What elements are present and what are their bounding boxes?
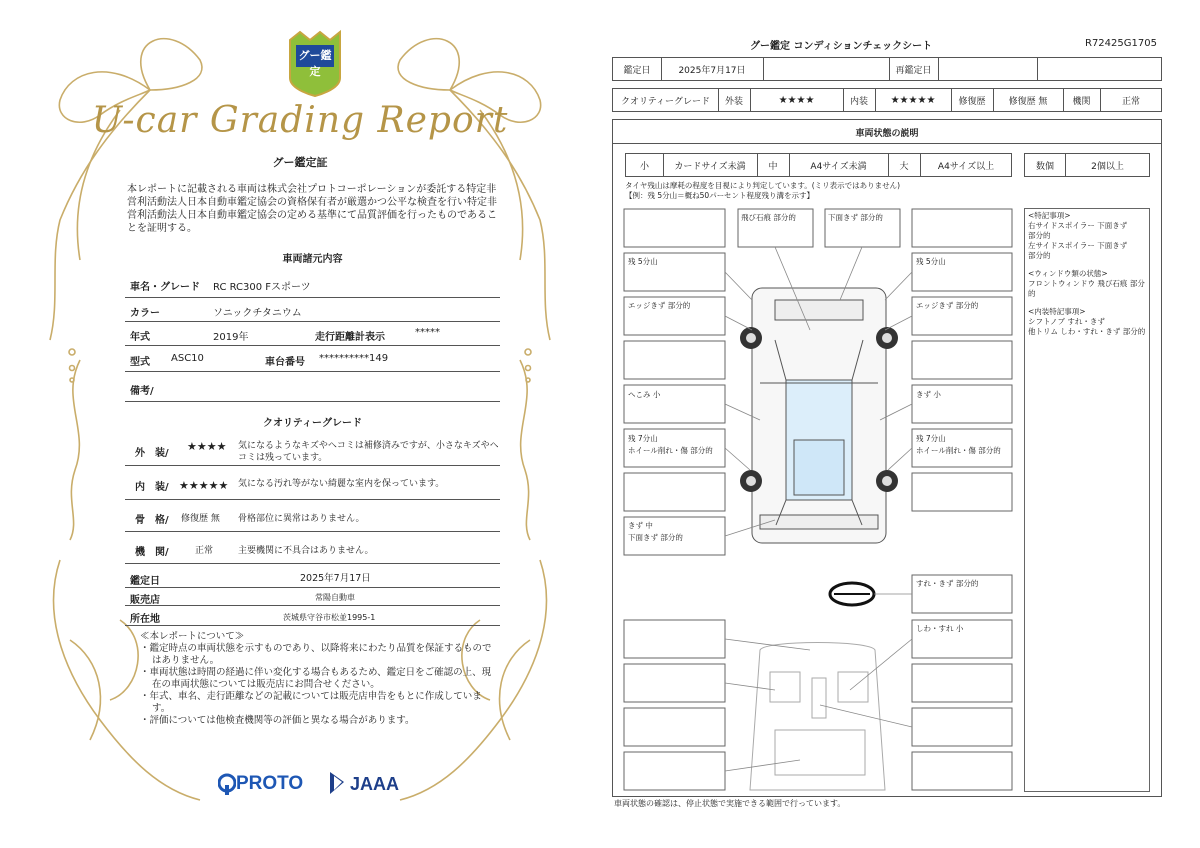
interior-label: 内 装/ [135, 482, 169, 493]
address-value: 茨城県守谷市松並1995-1 [283, 613, 376, 622]
special-note-line: 部分的 [1028, 251, 1051, 260]
date-value: 2025年7月17日 [678, 65, 746, 76]
ext-stars: ★★★★ [778, 94, 815, 106]
year-label: 年式 [130, 332, 150, 343]
note-scratch-small: きず 小 [916, 390, 941, 399]
special-note-line: シフトノブ すれ・きず [1028, 317, 1105, 326]
engine-label: 機関 [1072, 96, 1091, 107]
repair-value: 修復歴 無 [1008, 96, 1048, 107]
quality-row-engine [125, 532, 500, 564]
special-note-line: 右サイドスポイラー 下面きず [1028, 221, 1128, 230]
engine-value: 正常 [195, 546, 214, 556]
proto-mark-icon [218, 773, 236, 795]
model-value: ASC10 [171, 353, 204, 364]
spec-row-model [125, 346, 500, 372]
about-item: ・車両状態は時間の経過に伴い変化する場合もあるため、鑑定日をご確認の上、現在の車両状態については販売店にお問合せください。 [140, 667, 492, 690]
size-small: 小 [639, 161, 649, 172]
exterior-desc: 気になるようなキズやヘコミは補修済みですが、小さなキズやヘコミは残っています。 [238, 441, 499, 463]
remarks-label: 備考/ [130, 386, 154, 397]
car-diagram [600, 0, 1200, 848]
condition-check-sheet [600, 0, 1200, 848]
proto-logo-text: PROTO [236, 773, 304, 794]
jaaa-mark-icon [328, 770, 346, 796]
int-label: 内装 [849, 96, 868, 107]
name-value: RC RC300 Fスポーツ [213, 282, 311, 293]
about-item: ・評価については他検査機関等の評価と異なる場合があります。 [140, 715, 415, 726]
count-label: 数個 [1035, 161, 1054, 172]
note-edge-l: エッジきず 部分的 [628, 301, 691, 310]
frame-value: 修復歴 無 [181, 514, 220, 524]
spec-row-color [125, 298, 500, 322]
color-value: ソニックチタニウム [213, 308, 302, 319]
about-item: ・鑑定時点の車両状態を示すものであり、以降将来にわたり品質を保証するものではありません。 [140, 643, 492, 666]
note-edge-r: エッジきず 部分的 [916, 301, 979, 310]
size-small-desc: カードサイズ未満 [674, 161, 746, 172]
special-note-line: <内装特記事項> [1028, 307, 1086, 316]
report-script-title: U-car Grading Report [91, 100, 509, 141]
note-dent: へこみ 小 [628, 390, 661, 399]
engine-desc: 主要機関に不具合はありません。 [238, 546, 374, 556]
note-rear-b: 下面きず 部分的 [628, 533, 683, 542]
jaaa-logo [328, 770, 400, 800]
date-value: 2025年7月17日 [300, 573, 371, 584]
size-large: 大 [899, 161, 909, 172]
size-large-desc: A4サイズ以上 [937, 161, 995, 172]
about-title: ≪本レポートについて≫ [140, 631, 245, 642]
chassis-label: 車台番号 [265, 357, 305, 368]
year-value: 2019年 [213, 332, 249, 343]
note-wheel-rr: ホイール削れ・傷 部分的 [916, 446, 1001, 455]
chassis-value: **********149 [319, 353, 389, 364]
note-tire-fl: 残 5分山 [628, 257, 658, 266]
exterior-stars: ★★★★ [187, 440, 227, 453]
spec-row-name [125, 270, 500, 298]
note-tire-rr: 残 7分山 [916, 434, 946, 443]
specs-title: 車両諸元内容 [282, 254, 343, 265]
about-item: ・年式、車名、走行距離などの記載については販売店申告をもとに作成しています。 [140, 691, 482, 714]
about-section [140, 631, 500, 727]
engine-label: 機 関/ [135, 547, 169, 558]
sheet-title: グー鑑定 コンディションチェックシート [750, 41, 933, 52]
shop-value: 常陽自動車 [315, 593, 355, 602]
frame-desc: 骨格部位に異常はありません。 [238, 514, 365, 524]
special-note-line: 左サイドスポイラー 下面きず [1028, 241, 1128, 250]
interior-desc: 気になる汚れ等がない綺麗な室内を保っています。 [238, 479, 445, 489]
special-note-line: <特記事項> [1028, 211, 1071, 220]
tire-note-1: タイヤ残山は摩耗の程度を目視により判定しています。(ミリ表示ではありません) [625, 181, 901, 190]
note-under-top: 下面きず 部分的 [828, 213, 883, 222]
count-value: 2個以上 [1091, 161, 1124, 172]
exterior-label: 外 装/ [135, 448, 169, 459]
note-chip: 飛び石痕 部分的 [741, 213, 796, 222]
note-steering: すれ・きず 部分的 [916, 579, 979, 588]
quality-label: クオリティーグレード [620, 96, 711, 107]
note-tire-fr: 残 5分山 [916, 257, 946, 266]
spec-row-year [125, 322, 500, 346]
proto-logo [218, 773, 304, 799]
size-mid: 中 [768, 161, 778, 172]
model-label: 型式 [130, 357, 150, 368]
address-label: 所在地 [130, 614, 160, 625]
certificate-body: 本レポートに記載される車両は株式会社プロトコーポレーションが委託する特定非営利活動法人日本自動車鑑定協会の資格保有者が厳選かつ公平な検査を行い特定非営利活動法人日本自動車鑑定協会の定める基準にて品質評価を行ったものであることを証明する。 [127, 184, 497, 234]
interior-sketch [750, 643, 885, 791]
shop-label: 販売店 [130, 595, 160, 606]
note-seat: しわ・すれ 小 [916, 624, 964, 633]
note-tire-rl: 残 7分山 [628, 434, 658, 443]
info-row-date [125, 566, 500, 588]
steering-wheel-icon [830, 583, 874, 605]
note-wheel-rl: ホイール削れ・傷 部分的 [628, 446, 713, 455]
condition-title: 車両状態の説明 [855, 128, 919, 139]
size-mid-desc: A4サイズ未満 [810, 161, 867, 172]
tire-note-2: 【例：残 5分山＝概ね50パーセント程度残り溝を示す】 [625, 191, 815, 200]
sheet-id: R72425G1705 [1085, 38, 1157, 49]
spec-row-remarks [125, 372, 500, 402]
reinspect-label: 再鑑定日 [895, 65, 932, 76]
quality-title: クオリティーグレード [263, 418, 362, 429]
interior-stars: ★★★★★ [179, 479, 229, 492]
special-note-line: <ウィンドウ類の状態> [1028, 269, 1108, 278]
note-rear-a: きず 中 [628, 521, 653, 530]
info-row-address [125, 606, 500, 626]
jaaa-logo-text: JAAA [350, 774, 400, 794]
name-label: 車名・グレード [130, 282, 200, 293]
special-note-line: 部分的 [1028, 231, 1051, 240]
info-row-shop [125, 588, 500, 606]
mileage-value: ***** [415, 327, 440, 338]
special-note-line: 他トリム しわ・すれ・きず 部分的 [1028, 327, 1146, 336]
int-stars: ★★★★★ [890, 94, 936, 106]
engine-value: 正常 [1121, 96, 1140, 107]
date-label: 鑑定日 [623, 65, 651, 76]
certificate-title: グー鑑定証 [272, 156, 328, 169]
ext-label: 外装 [724, 96, 743, 107]
frame-label: 骨 格/ [135, 515, 169, 526]
footer-note: 車両状態の確認は、停止状態で実施できる範囲で行っています。 [614, 799, 846, 808]
special-note-line: フロントウィンドウ 飛び石痕 部分的 [1028, 279, 1145, 298]
color-label: カラー [130, 308, 160, 319]
quality-row-frame [125, 500, 500, 532]
date-label: 鑑定日 [130, 576, 160, 587]
badge-label: グー鑑定 [298, 49, 332, 78]
mileage-label: 走行距離計表示 [315, 332, 385, 343]
repair-label: 修復歴 [958, 96, 986, 107]
